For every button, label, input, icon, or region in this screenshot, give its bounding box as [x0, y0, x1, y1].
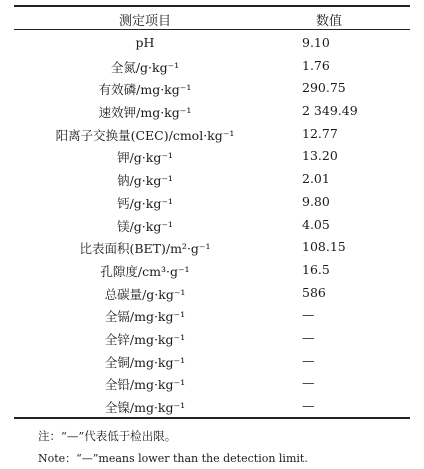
table-body — [14, 31, 410, 417]
row-item: 全镍/mg·kg⁻¹ — [104, 400, 186, 415]
table-row — [14, 349, 410, 372]
row-item: 钙/g·kg⁻¹ — [117, 195, 173, 211]
table-row — [14, 303, 410, 326]
table-row — [14, 76, 410, 99]
table-row — [14, 394, 410, 417]
row-item: 有效磷/mg·kg⁻¹ — [98, 82, 192, 98]
table-row — [14, 54, 410, 77]
table-row — [14, 190, 410, 213]
table-row — [14, 99, 410, 122]
table-row — [14, 235, 410, 258]
row-value: 586 — [302, 284, 326, 300]
table-row — [14, 258, 410, 281]
row-item: 比表面积(BET)/m²·g⁻¹ — [79, 241, 211, 257]
table-row — [14, 167, 410, 190]
row-value: 108.15 — [302, 239, 346, 255]
row-item: 总碳量/g·kg⁻¹ — [104, 286, 186, 302]
row-value: — — [302, 307, 315, 323]
footnote-cn: 注：“—”代表低于检出限。 — [38, 429, 177, 443]
header-item: 测定项目 — [118, 14, 171, 29]
row-item: pH — [135, 35, 155, 50]
row-value: 9.10 — [302, 35, 330, 50]
table-row — [14, 213, 410, 236]
row-value: 12.77 — [302, 125, 338, 141]
header-value: 数值 — [316, 14, 343, 29]
row-value: 9.80 — [302, 193, 330, 209]
row-value: — — [302, 398, 315, 413]
footnote-en: Note：“—”means lower than the detection limit. — [38, 452, 308, 465]
row-value: 2 349.49 — [302, 103, 358, 119]
table-header-rule — [14, 29, 410, 30]
row-item: 全氮/g·kg⁻¹ — [110, 59, 180, 75]
row-item: 全锌/mg·kg⁻¹ — [104, 331, 186, 347]
row-value: — — [302, 329, 315, 345]
row-item: 镁/g·kg⁻¹ — [117, 218, 173, 234]
row-value: 16.5 — [302, 261, 330, 277]
row-value: 4.05 — [302, 216, 330, 232]
row-item: 速效钾/mg·kg⁻¹ — [98, 105, 192, 121]
row-item: 全铜/mg·kg⁻¹ — [104, 354, 186, 370]
row-value: — — [302, 375, 315, 391]
row-item: 钾/g·kg⁻¹ — [117, 150, 173, 166]
row-item: 阳离子交换量(CEC)/cmol·kg⁻¹ — [55, 127, 235, 143]
table-row — [14, 122, 410, 145]
table-row — [14, 371, 410, 394]
table-header — [14, 7, 410, 29]
table-row — [14, 326, 410, 349]
row-item: 钠/g·kg⁻¹ — [117, 173, 173, 189]
row-value: 2.01 — [302, 171, 330, 187]
table-row — [14, 31, 410, 54]
row-item: 全镉/mg·kg⁻¹ — [104, 309, 186, 325]
table-bottom-rule — [14, 417, 410, 419]
row-item: 全铅/mg·kg⁻¹ — [104, 377, 186, 393]
row-item: 孔隙度/cm³·g⁻¹ — [100, 263, 190, 279]
row-value: — — [302, 352, 315, 368]
row-value: 290.75 — [302, 80, 346, 96]
table-row — [14, 281, 410, 304]
row-value: 13.20 — [302, 148, 338, 164]
table-row — [14, 144, 410, 167]
row-value: 1.76 — [302, 57, 330, 73]
